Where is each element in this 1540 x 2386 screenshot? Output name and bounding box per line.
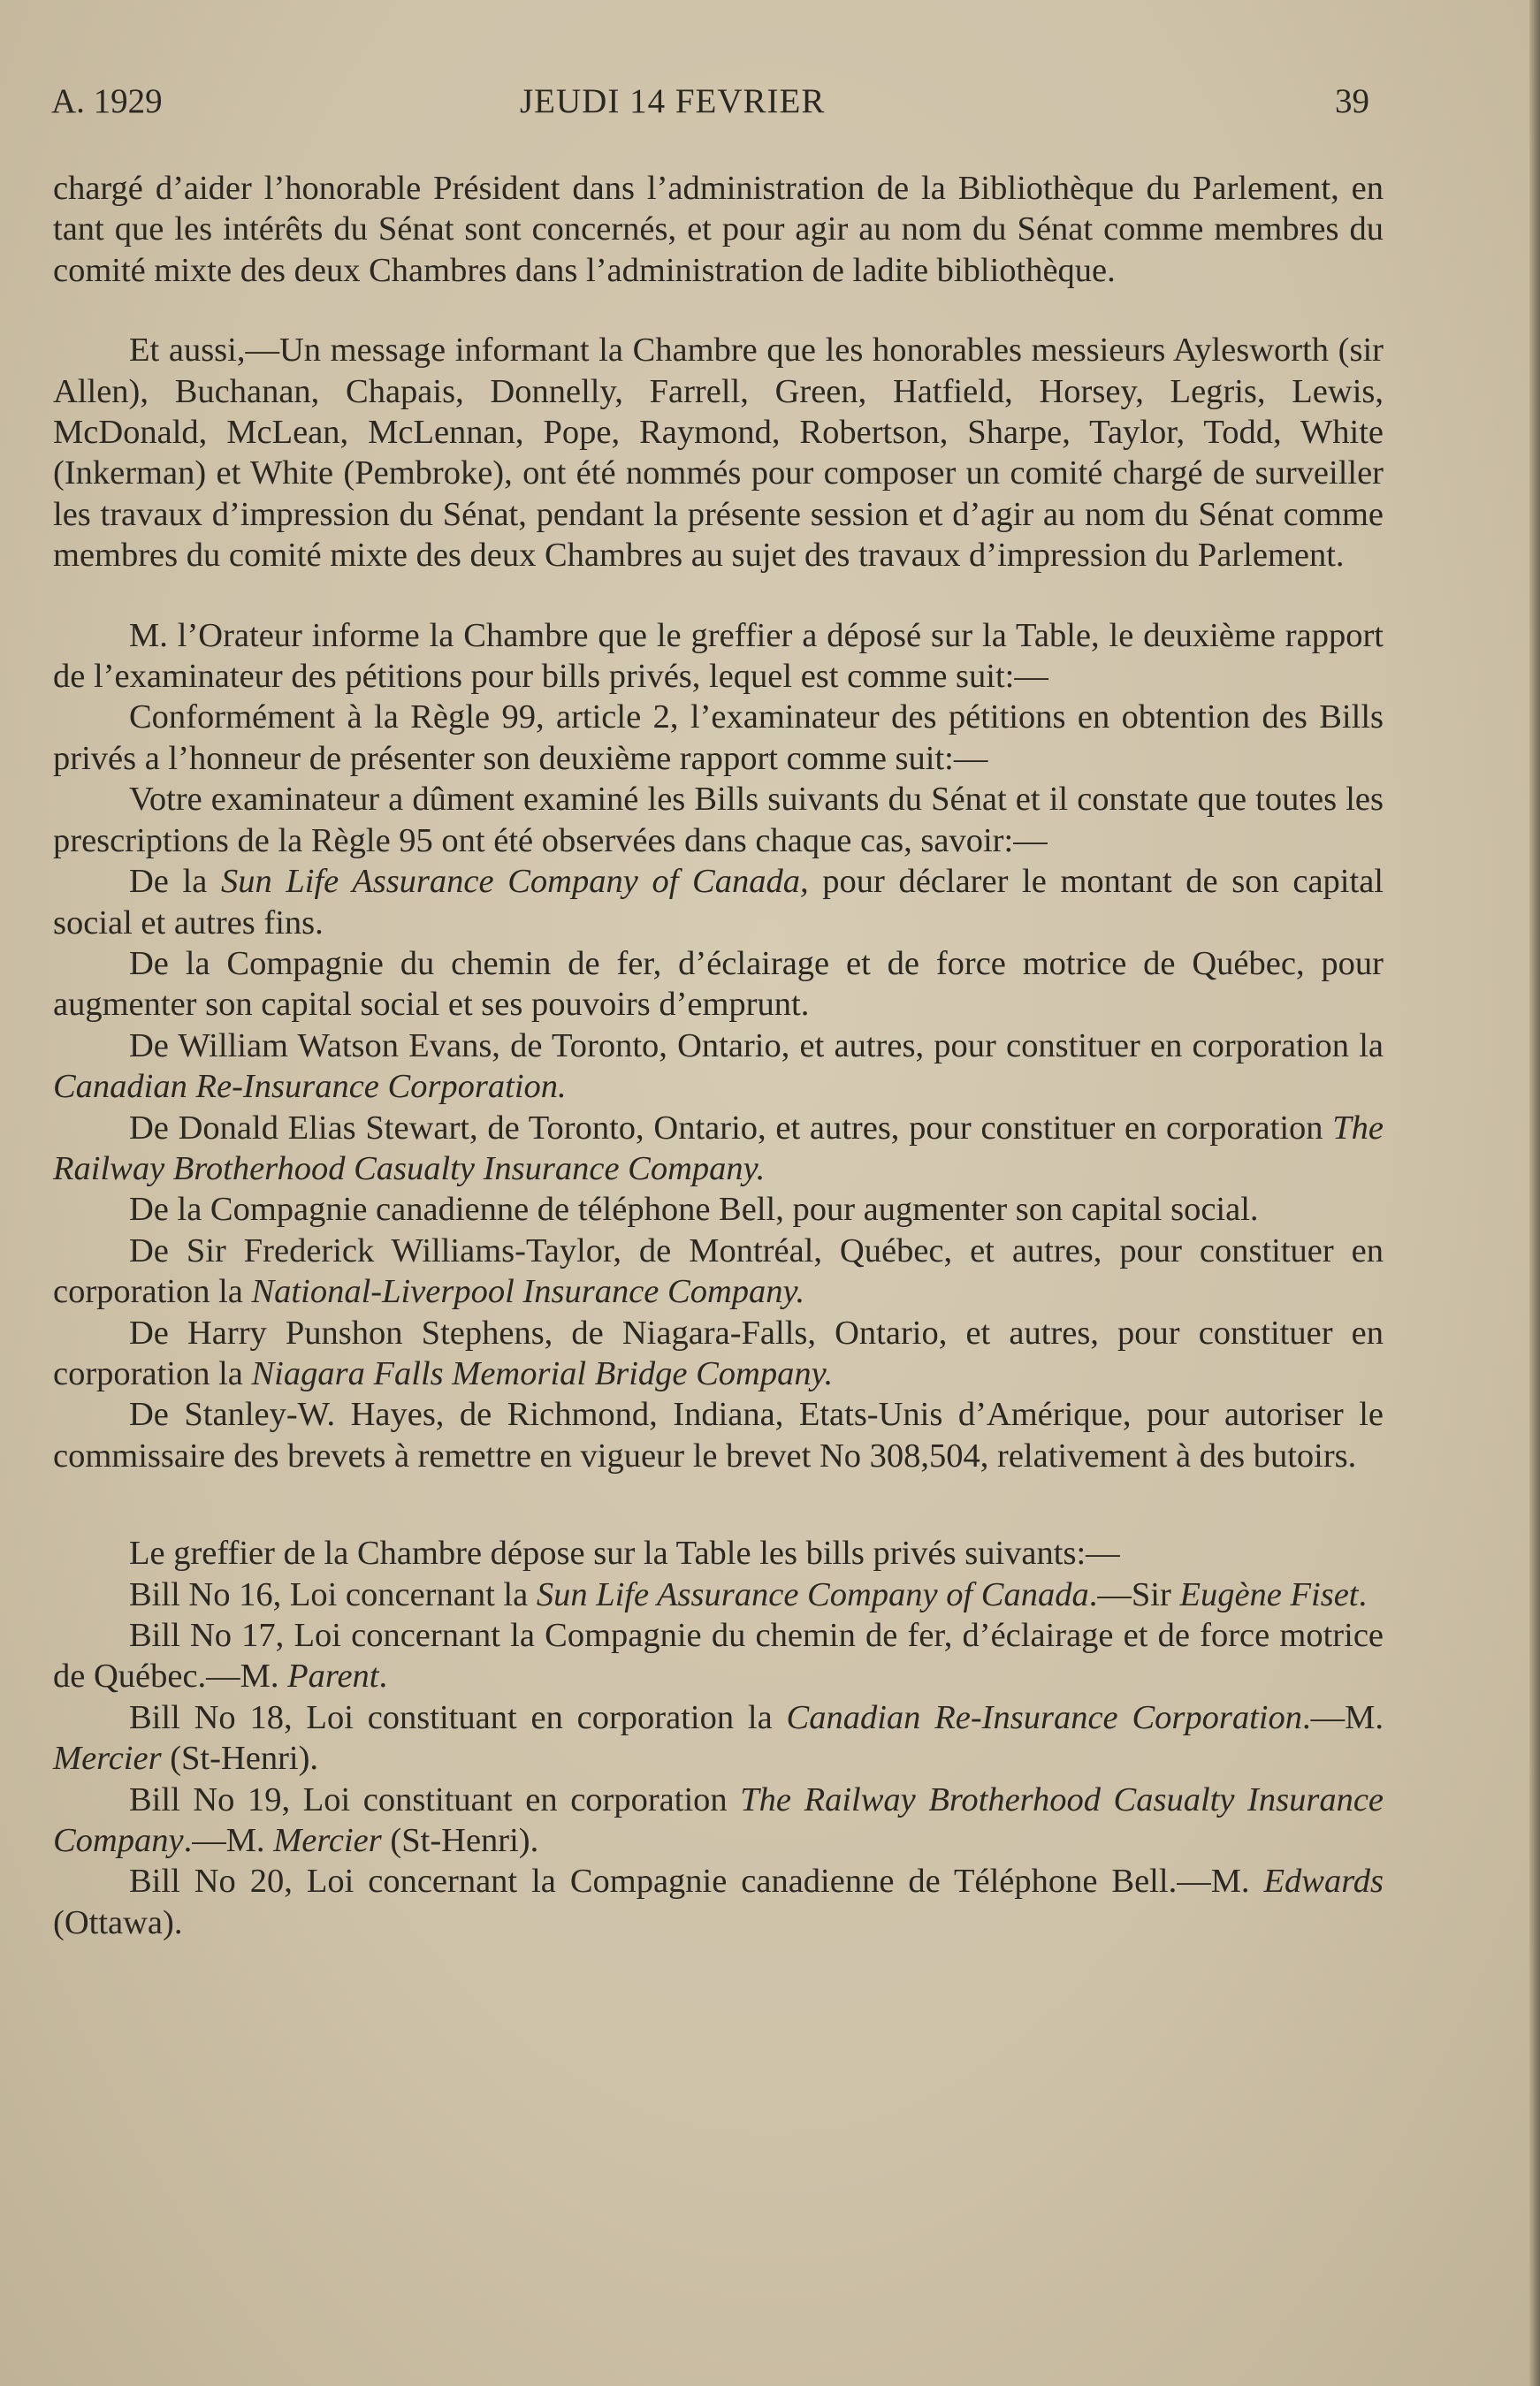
text-run: Bill No 19, Loi constituant en corporation <box>129 1780 741 1818</box>
bill-item-railway-brotherhood <box>53 1108 1384 1190</box>
text-run: Le greffier de la Chambre dépose sur la Table les bills privés suivants:— <box>129 1535 1120 1573</box>
bill-item-hayes-patent <box>53 1394 1384 1476</box>
document-body <box>53 168 1384 1943</box>
italic-name: Mercier <box>53 1740 162 1778</box>
italic-name: Sun Life Assurance Company of Canada <box>536 1575 1089 1613</box>
italic-name: Canadian Re-Insurance Corporation <box>786 1698 1302 1736</box>
text-run: Bill No 20, Loi concernant la Compagnie canadienne de Téléphone Bell.—M. <box>129 1863 1264 1901</box>
bill-item-bell-telephone <box>53 1189 1384 1230</box>
text-run: .—Sir <box>1088 1575 1180 1613</box>
italic-name: Canadian Re-Insurance Corporation. <box>53 1068 567 1106</box>
text-run: (St-Henri). <box>161 1740 319 1778</box>
text-run: M. l’Orateur informe la Chambre que le greffier a déposé sur la Table, le deuxième rapport de l’examinateur des pétitions pour bills privés, lequel est comme suit:— <box>53 616 1384 696</box>
italic-name: National-Liverpool Insurance Company. <box>251 1273 805 1311</box>
italic-name: The Railway Brotherhood Casualty Insurance Company <box>53 1780 1384 1860</box>
paragraph-senate-message <box>53 330 1384 576</box>
bill-item-national-liverpool <box>53 1231 1384 1313</box>
text-run: De William Watson Evans, de Toronto, Ontario, et autres, pour constituer en corporation la <box>129 1026 1384 1064</box>
text-run: . <box>1358 1575 1368 1613</box>
text-run: chargé d’aider l’honorable Président dans l’administration de la Bibliothèque du Parlement, en tant que les intérêts du Sénat sont concernés, et pour agir au nom du Sénat comme membres du comité mixte des deux Chambres dans l’administration de ladite bibliothèque. <box>53 170 1384 289</box>
text-run: De Sir Frederick Williams-Taylor, de Montréal, Québec, et autres, pour constituer en corporation la <box>53 1231 1384 1311</box>
bill-17 <box>53 1615 1384 1697</box>
bill-16 <box>53 1574 1384 1615</box>
italic-name: Eugène Fiset <box>1179 1575 1359 1613</box>
text-run: Et aussi,—Un message informant la Chambre que les honorables messieurs Aylesworth (sir Allen), Buchanan, Chapais, Donnelly, Farrell, Green, Hatfield, Horsey, Legris, Lewis, McDonald, McLean, McLennan, Pope, Raymond, Robertson, Sharpe, Taylor, Todd, White (Inkerman) et White (Pembroke), ont été nommés pour composer un comité chargé de surveiller les travaux d’impression du Sénat, pendant la présente session et d’agir au nom du Sénat comme membres du comité mixte des deux Chambres au sujet des travaux d’impression du Parlement. <box>53 332 1384 575</box>
bill-18 <box>53 1697 1384 1780</box>
paragraph-report-intro <box>53 697 1384 779</box>
page-number: 39 <box>1335 82 1369 120</box>
header-date: JEUDI 14 FEVRIER <box>520 82 826 120</box>
text-run: .—M. <box>183 1822 274 1860</box>
text-run: Bill No 18, Loi constituant en corporation la <box>129 1698 787 1736</box>
italic-name: Edwards <box>1263 1863 1384 1901</box>
text-run: De la <box>129 863 221 901</box>
text-run: . <box>378 1658 388 1696</box>
italic-name: The Railway Brotherhood Casualty Insurance Company. <box>53 1109 1384 1187</box>
bill-20 <box>53 1861 1384 1943</box>
paragraph-clerk-tables-bills <box>53 1533 1384 1574</box>
bill-item-sun-life <box>53 861 1384 943</box>
bill-item-canadian-reinsurance <box>53 1025 1384 1108</box>
text-run: De la Compagnie du chemin de fer, d’éclairage et de force motrice de Québec, pour augmenter son capital social et ses pouvoirs d’emprunt. <box>53 944 1384 1024</box>
text-run: Bill No 16, Loi concernant la <box>129 1575 537 1613</box>
page-header <box>51 81 1377 131</box>
text-run: De Stanley-W. Hayes, de Richmond, Indiana, Etats-Unis d’Amérique, pour autoriser le commissaire des brevets à remettre en vigueur le brevet No 308,504, relativement à des butoirs. <box>53 1396 1384 1475</box>
text-run: (St-Henri). <box>381 1822 539 1860</box>
text-run: De Harry Punshon Stephens, de Niagara-Falls, Ontario, et autres, pour constituer en corporation la <box>53 1314 1384 1392</box>
text-run: De Donald Elias Stewart, de Toronto, Ontario, et autres, pour constituer en corporation <box>129 1109 1333 1147</box>
bill-item-niagara-bridge <box>53 1313 1384 1395</box>
italic-name: Parent <box>287 1658 379 1696</box>
italic-name: Mercier <box>273 1822 382 1860</box>
text-run: Votre examinateur a dûment examiné les Bills suivants du Sénat et il constate que toutes les prescriptions de la Règle 95 ont été observées dans chaque cas, savoir:— <box>53 781 1384 859</box>
text-run: .—M. <box>1302 1698 1384 1736</box>
italic-name: Niagara Falls Memorial Bridge Company. <box>251 1354 834 1392</box>
bill-19 <box>53 1780 1384 1862</box>
text-run: Bill No 17, Loi concernant la Compagnie du chemin de fer, d’éclairage et de force motrice de Québec.—M. <box>53 1617 1384 1696</box>
italic-name: Sun Life Assurance Company of Canada, <box>220 863 809 901</box>
page-edge-shadow <box>1529 0 1540 2386</box>
paragraph-speaker-report <box>53 615 1384 698</box>
text-run: (Ottawa). <box>53 1903 183 1941</box>
text-run: pour déclarer le montant de son capital social et autres fins. <box>53 863 1384 941</box>
text-run: De la Compagnie canadienne de téléphone Bell, pour augmenter son capital social. <box>129 1191 1259 1229</box>
paragraph-examiner-statement <box>53 779 1384 861</box>
paragraph-continuation <box>53 168 1384 291</box>
header-year: A. 1929 <box>51 82 163 120</box>
bill-item-quebec-power <box>53 943 1384 1025</box>
text-run: Conformément à la Règle 99, article 2, l’examinateur des pétitions en obtention des Bills privés a l’honneur de présenter son deuxième rapport comme suit:— <box>53 698 1384 777</box>
